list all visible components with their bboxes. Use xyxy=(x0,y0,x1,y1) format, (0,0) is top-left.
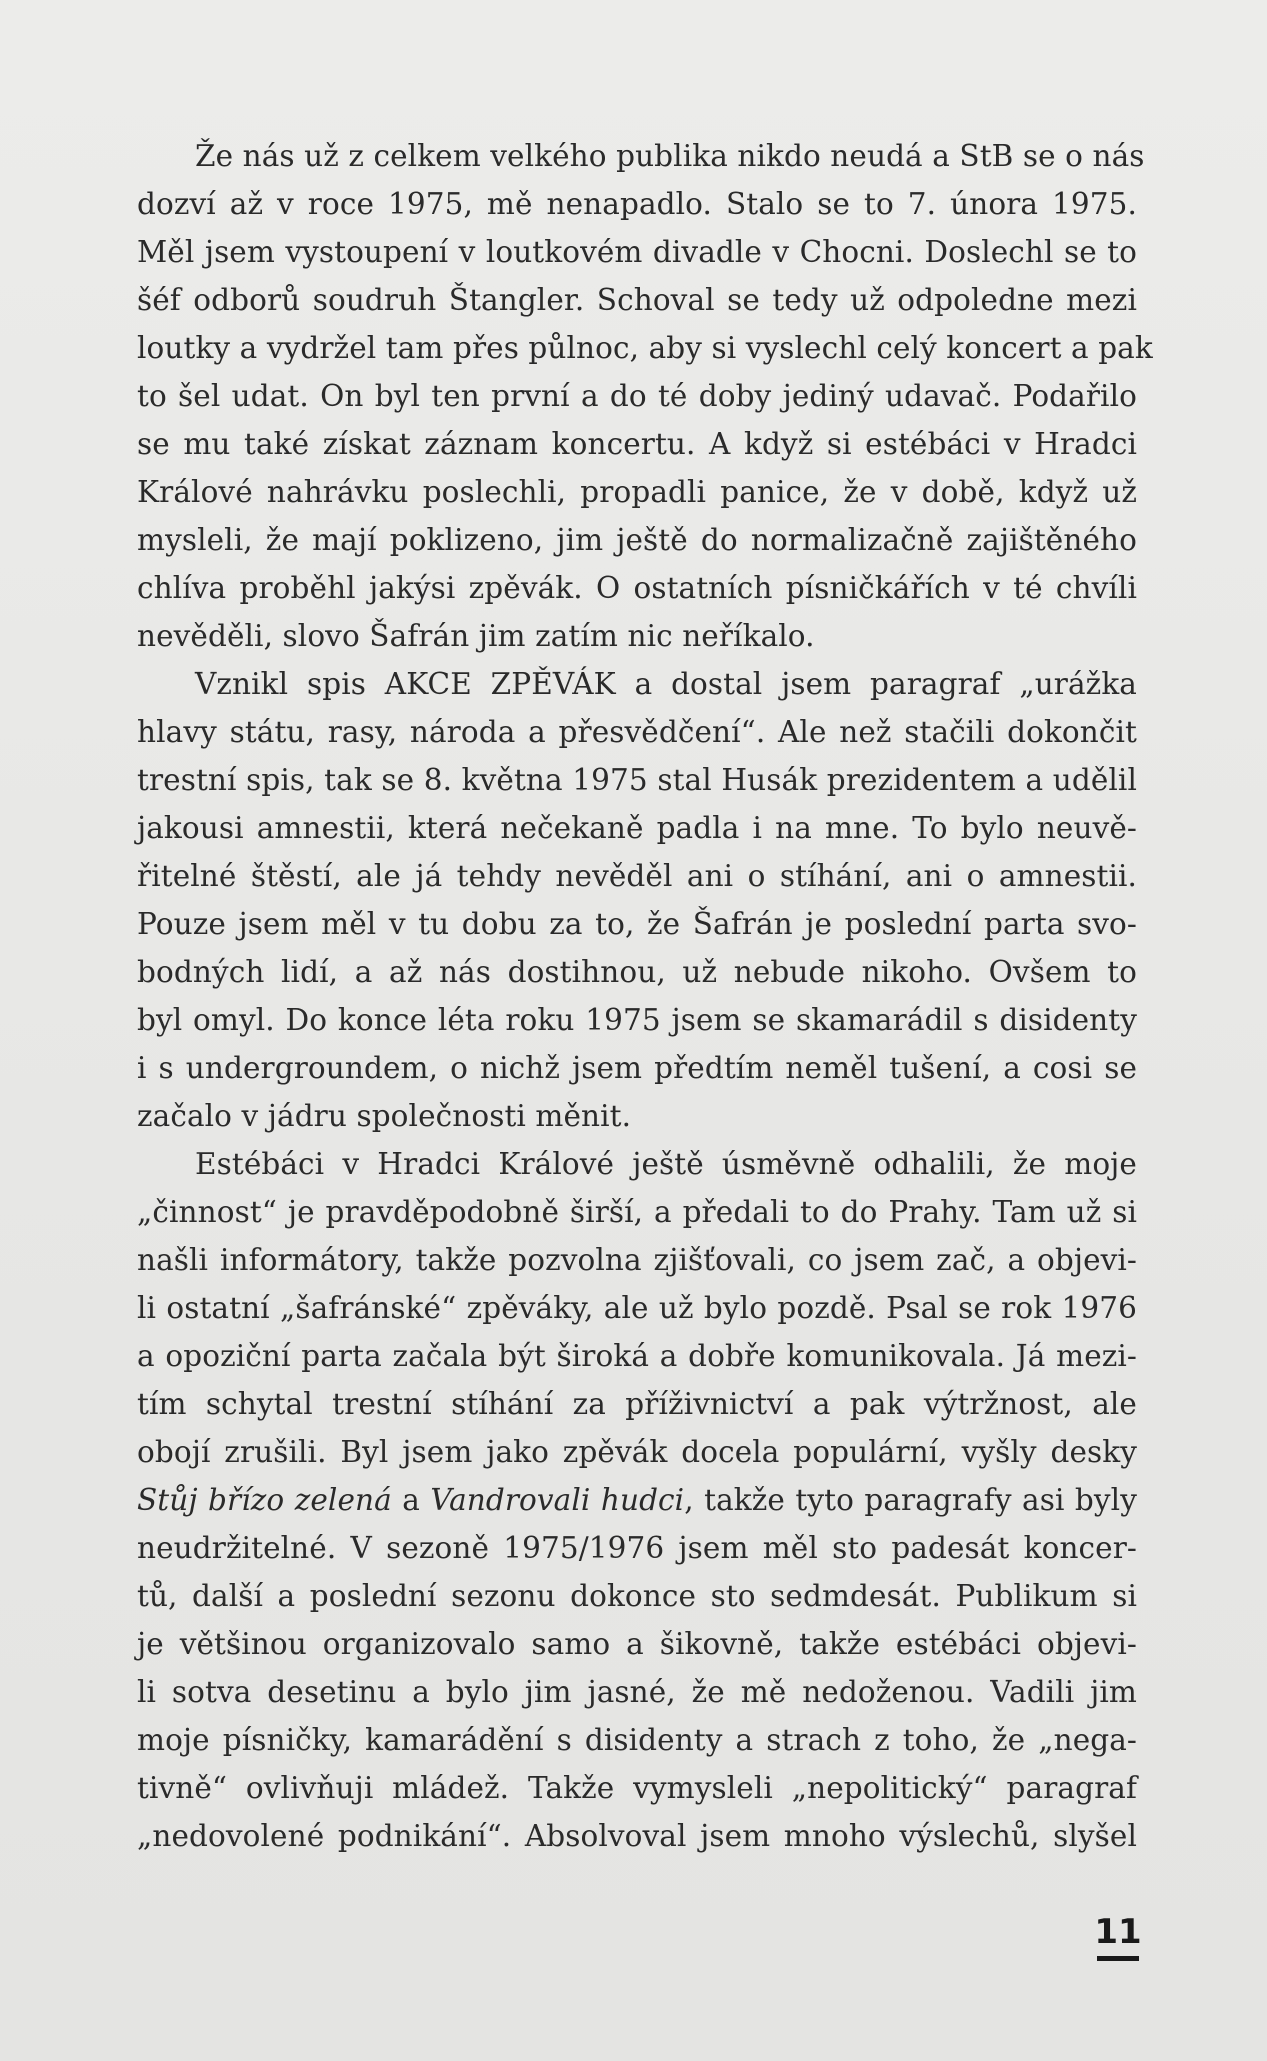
text-line: Vznikl spis AKCE ZPĚVÁK a dostal jsem paragraf „urážka xyxy=(195,667,1137,701)
text-line: nevěděli, slovo Šafrán jim zatím nic neříkalo. xyxy=(137,619,815,653)
text-line: našli informátory, takže pozvolna zjišťovali, co jsem zač, a objevi- xyxy=(137,1243,1137,1277)
text-line: „nedovolené podnikání“. Absolvoval jsem mnoho výslechů, slyšel xyxy=(137,1819,1137,1853)
text-line: obojí zrušili. Byl jsem jako zpěvák docela populární, vyšly desky xyxy=(137,1435,1137,1469)
text-line: je většinou organizovalo samo a šikovně, takže estébáci objevi- xyxy=(137,1627,1137,1661)
paragraph-1 xyxy=(137,132,1153,660)
text-line: Že nás už z celkem velkého publika nikdo neudá a StB se o nás xyxy=(195,139,1145,173)
text-line: byl omyl. Do konce léta roku 1975 jsem se skamarádil s disidenty xyxy=(137,1003,1137,1037)
text-line: tivně“ ovlivňuji mládež. Takže vymysleli „nepolitický“ paragraf xyxy=(137,1771,1137,1805)
text-line: Pouze jsem měl v tu dobu za to, že Šafrán je poslední parta svo- xyxy=(137,907,1137,941)
page-number-underline xyxy=(1097,1956,1139,1961)
text-line: moje písničky, kamarádění s disidenty a strach z toho, že „nega- xyxy=(137,1723,1137,1757)
text-line: li ostatní „šafránské“ zpěváky, ale už bylo pozdě. Psal se rok 1976 xyxy=(137,1291,1137,1325)
text-line: Estébáci v Hradci Králové ještě úsměvně odhalili, že moje xyxy=(195,1147,1137,1181)
text-line: trestní spis, tak se 8. května 1975 stal Husák prezidentem a udělil xyxy=(137,763,1137,797)
paragraph-2 xyxy=(137,660,1137,1140)
text-line: dozví až v roce 1975, mě nenapadlo. Stalo se to 7. února 1975. xyxy=(137,187,1137,221)
text-line: šéf odborů soudruh Štangler. Schoval se tedy už odpoledne mezi xyxy=(137,283,1137,317)
text-line: loutky a vydržel tam přes půlnoc, aby si vyslechl celý koncert a pak xyxy=(137,331,1153,365)
text-line: začalo v jádru společnosti měnit. xyxy=(137,1099,632,1133)
text-line-with-titles: Stůj břízo zelená a Vandrovali hudci, takže tyto paragrafy asi byly xyxy=(137,1483,1137,1517)
text-line: i s undergroundem, o nichž jsem předtím neměl tušení, a cosi se xyxy=(137,1051,1137,1085)
paragraph-3 xyxy=(137,1140,1137,1860)
text-line: Králové nahrávku poslechli, propadli panice, že v době, když už xyxy=(137,475,1137,509)
text-line: bodných lidí, a až nás dostihnou, už nebude nikoho. Ovšem to xyxy=(137,955,1137,989)
text-line: neudržitelné. V sezoně 1975/1976 jsem měl sto padesát koncer- xyxy=(137,1531,1137,1565)
text-line: to šel udat. On byl ten první a do té doby jediný udavač. Podařilo xyxy=(137,379,1137,413)
text-line: mysleli, že mají poklizeno, jim ještě do normalizačně zajištěného xyxy=(137,523,1137,557)
text-line: tím schytal trestní stíhání za příživnictví a pak výtržnost, ale xyxy=(137,1387,1137,1421)
text-line: li sotva desetinu a bylo jim jasné, že mě nedoženou. Vadili jim xyxy=(137,1675,1137,1709)
text-line: „činnost“ je pravděpodobně širší, a předali to do Prahy. Tam už si xyxy=(137,1195,1137,1229)
page-number-block xyxy=(1093,1912,1143,1961)
text-line: se mu také získat záznam koncertu. A když si estébáci v Hradci xyxy=(137,427,1137,461)
text-line: tů, další a poslední sezonu dokonce sto sedmdesát. Publikum si xyxy=(137,1579,1137,1613)
text-line: Měl jsem vystoupení v loutkovém divadle v Chocni. Doslechl se to xyxy=(137,235,1137,269)
text-line: jakousi amnestii, která nečekaně padla i na mne. To bylo neuvě- xyxy=(137,811,1137,845)
page-number: 11 xyxy=(1094,1912,1142,1952)
text-line: řitelné štěstí, ale já tehdy nevěděl ani o stíhání, ani o amnestii. xyxy=(137,859,1137,893)
body-text xyxy=(137,132,1153,1860)
text-line: hlavy státu, rasy, národa a přesvědčení“. Ale než stačili dokončit xyxy=(137,715,1137,749)
text-line: chlíva proběhl jakýsi zpěvák. O ostatních písničkářích v té chvíli xyxy=(137,571,1137,605)
text-line: a opoziční parta začala být široká a dobře komunikovala. Já mezi- xyxy=(137,1339,1137,1373)
